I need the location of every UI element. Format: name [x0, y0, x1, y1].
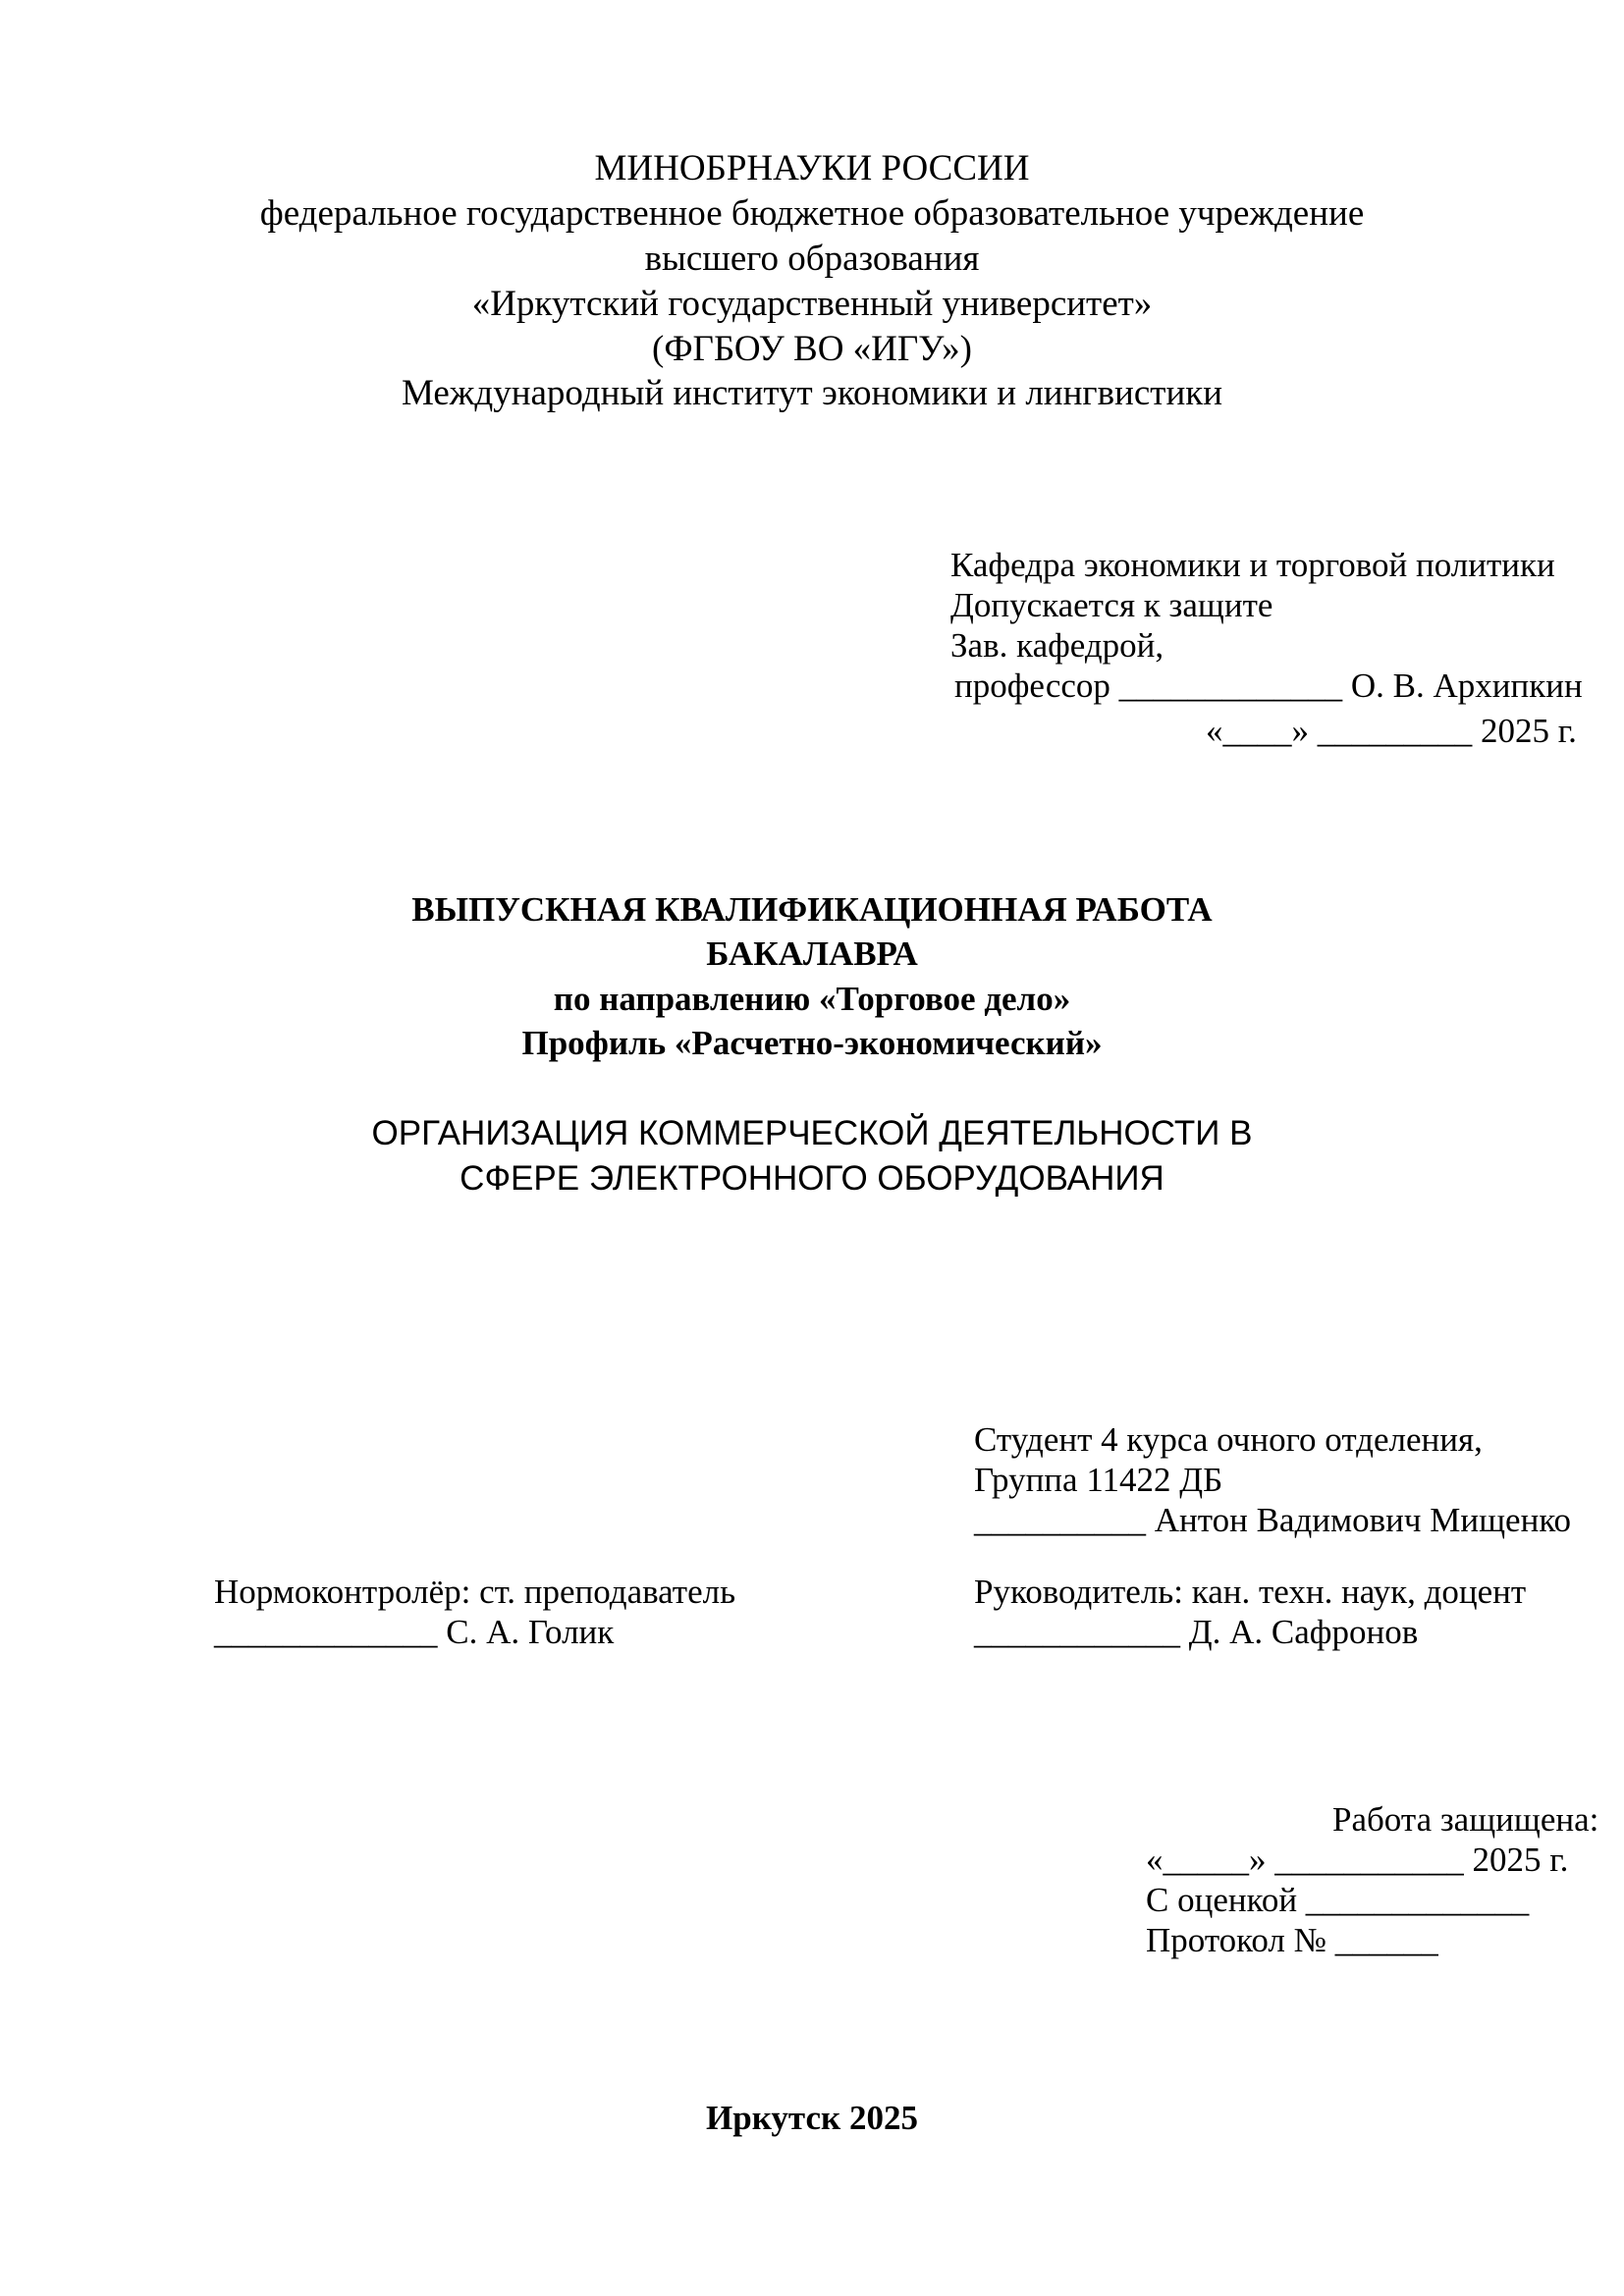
direction-line: по направлению «Торговое дело» [553, 980, 1071, 1018]
head-signature: профессор _____________ О. В. Архипкин [954, 667, 1583, 705]
defense-protected-label: Работа защищена: [1332, 1800, 1599, 1839]
approval-date: «____» _________ 2025 г. [1206, 712, 1577, 750]
defense-date: «_____» ___________ 2025 г. [1146, 1841, 1569, 1879]
education-level: высшего образования [644, 239, 980, 279]
student-signature: __________ Антон Вадимович Мищенко [974, 1501, 1572, 1539]
head-title: Зав. кафедрой, [950, 626, 1164, 665]
profile-line: Профиль «Расчетно-экономический» [521, 1024, 1103, 1062]
institute-name: Международный институт экономики и лингвистики [401, 373, 1223, 413]
ministry-name: МИНОБРНАУКИ РОССИИ [594, 148, 1030, 188]
normcontroller-title: Нормоконтролёр: ст. преподаватель [214, 1573, 736, 1611]
institution-type: федеральное государственное бюджетное образовательное учреждение [259, 193, 1365, 234]
student-course: Студент 4 курса очного отделения, [974, 1420, 1483, 1459]
department-name: Кафедра экономики и торговой политики [950, 546, 1555, 584]
university-abbreviation: (ФГБОУ ВО «ИГУ») [652, 329, 972, 369]
supervisor-title: Руководитель: кан. техн. наук, доцент [974, 1573, 1527, 1611]
university-name: «Иркутский государственный университет» [471, 284, 1153, 324]
topic-line2: СФЕРЕ ЭЛЕКТРОННОГО ОБОРУДОВАНИЯ [460, 1159, 1164, 1198]
work-type-line2: БАКАЛАВРА [706, 934, 918, 973]
defense-grade: С оценкой _____________ [1146, 1881, 1530, 1919]
normcontroller-signature: _____________ С. А. Голик [214, 1613, 615, 1651]
supervisor-signature: ____________ Д. А. Сафронов [974, 1613, 1419, 1651]
defense-protocol: Протокол № ______ [1146, 1921, 1438, 1959]
city-year: Иркутск 2025 [706, 2099, 918, 2137]
admitted-label: Допускается к защите [950, 586, 1273, 624]
student-group: Группа 11422 ДБ [974, 1461, 1223, 1499]
work-type-line1: ВЫПУСКНАЯ КВАЛИФИКАЦИОННАЯ РАБОТА [411, 890, 1213, 929]
topic-line1: ОРГАНИЗАЦИЯ КОММЕРЧЕСКОЙ ДЕЯТЕЛЬНОСТИ В [371, 1114, 1253, 1152]
